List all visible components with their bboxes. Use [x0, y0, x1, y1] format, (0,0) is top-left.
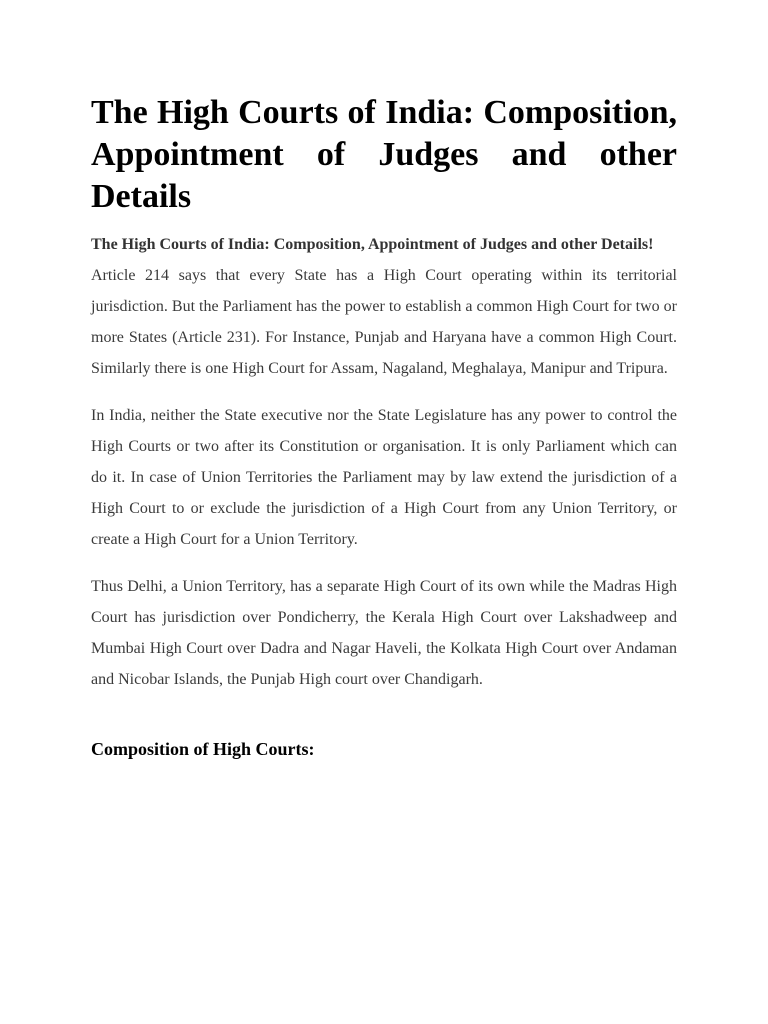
section-heading-composition: Composition of High Courts: [91, 739, 315, 759]
document-page [91, 92, 677, 764]
page-title: The High Courts of India: Composition, Appointment of Judges and other Details [91, 94, 677, 215]
paragraph-article-214: Article 214 says that every State has a High Court operating within its territorial jurisdiction. But the Parliament has the power to establish a common High Court for two or more States (Article 231). For Instance, Punjab and Haryana have a common High Court. Similarly there is one High Court for Assam, Nagaland, Meghalaya, Manipur and Tripura. [91, 267, 677, 377]
paragraph-state-control: In India, neither the State executive nor the State Legislature has any power to control the High Courts or two after its Constitution or organisation. It is only Parliament which can do it. In case of Union Territories the Parliament may by law extend the jurisdiction of a High Court to or exclude the jurisdiction of a High Court from any Union Territory, or create a High Court for a Union Territory. [91, 407, 677, 548]
paragraph-union-territories: Thus Delhi, a Union Territory, has a separate High Court of its own while the Madras High Court has jurisdiction over Pondicherry, the Kerala High Court over Lakshadweep and Mumbai High Court over Dadra and Nagar Haveli, the Kolkata High Court over Andaman and Nicobar Islands, the Punjab High court over Chandigarh. [91, 578, 677, 688]
article-subtitle: The High Courts of India: Composition, Appointment of Judges and other Details! [91, 236, 654, 253]
